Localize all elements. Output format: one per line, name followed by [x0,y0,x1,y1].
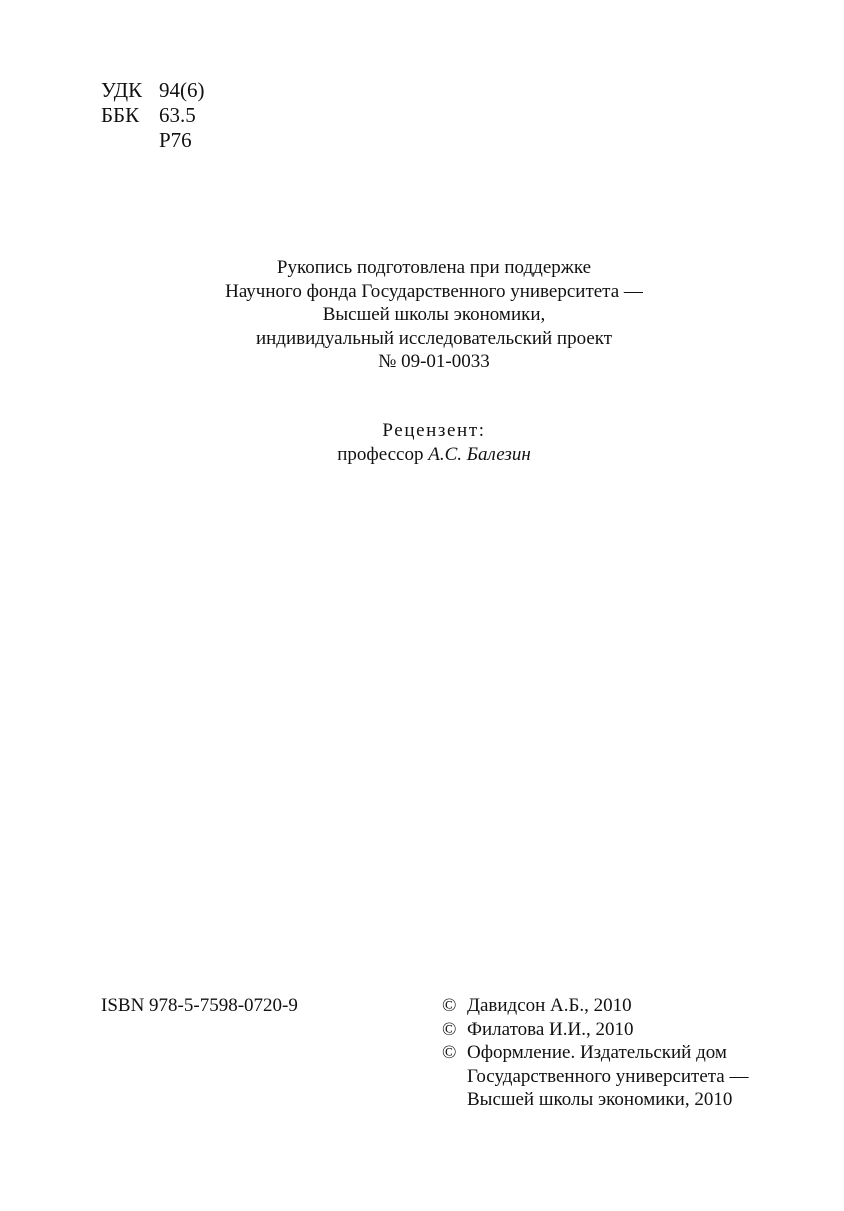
copyright-text: Оформление. Издательский дом [467,1042,727,1063]
support-line: Рукопись подготовлена при поддержке [276,257,592,278]
copyright-text: Давидсон А.Б., 2010 [467,995,632,1016]
udk-row [101,78,205,103]
reviewer-title: профессор [337,444,424,465]
reviewer-heading: Рецензент: [382,420,486,441]
isbn: ISBN 978-5-7598-0720-9 [101,995,298,1016]
bbk-value: 63.5 [159,103,196,127]
classification-codes [101,78,205,153]
author-mark: Р76 [159,128,192,152]
bbk-label: ББК [101,103,140,127]
support-line: Высшей школы экономики, [322,304,546,325]
copyright-notices [442,994,749,1112]
reviewer-name: А.С. Балезин [428,444,531,465]
grant-support-note [0,256,844,374]
copyright-symbol: © [442,1018,457,1040]
author-mark-row [101,128,205,153]
udk-value: 94(6) [159,78,205,102]
reviewer-line [0,443,844,467]
copyright-text: Государственного университета — [467,1065,749,1087]
bbk-row [101,103,205,128]
author-mark-spacer [101,128,159,153]
support-line: Научного фонда Государственного университета — [225,280,643,302]
copyright-text: Филатова И.И., 2010 [467,1018,634,1040]
copyright-text: Высшей школы экономики, 2010 [467,1089,733,1110]
project-number: № 09-01-0033 [378,351,490,372]
udk-label: УДК [101,78,143,102]
support-line: индивидуальный исследовательский проект [255,327,613,349]
copyright-item [442,1018,749,1042]
copyright-symbol: © [442,1042,457,1063]
copyright-symbol: © [442,995,457,1016]
copyright-item [442,994,749,1018]
reviewer-section [0,419,844,467]
copyright-item [442,1041,749,1112]
